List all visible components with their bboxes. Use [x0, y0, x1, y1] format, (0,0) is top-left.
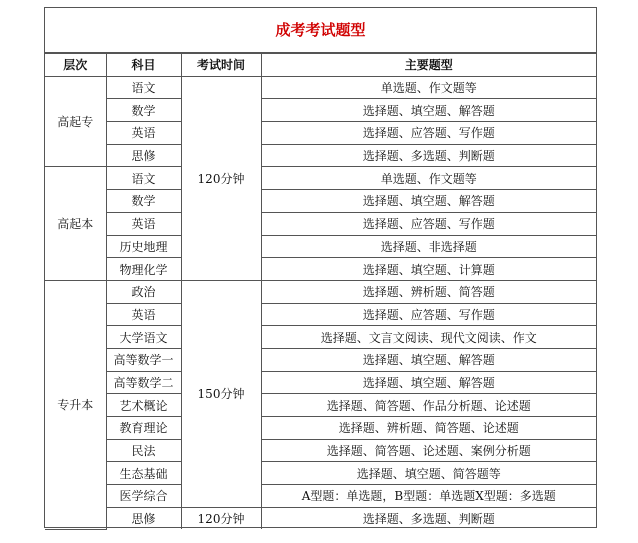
- types-cell: A型题：单选题，B型题：单选题X型题：多选题: [261, 485, 596, 508]
- time-cell: 120分钟: [181, 76, 261, 280]
- types-cell: 选择题、应答题、写作题: [261, 212, 596, 235]
- time-cell: 120分钟: [181, 507, 261, 529]
- level-cell: 高起专: [45, 76, 106, 167]
- table-row: [45, 144, 596, 167]
- table-row: [45, 235, 596, 258]
- subject-cell: 高等数学二: [106, 371, 181, 394]
- types-cell: 选择题、填空题、解答题: [261, 371, 596, 394]
- subject-cell: 民法: [106, 439, 181, 462]
- types-cell: 单选题、作文题等: [261, 167, 596, 190]
- types-cell: 选择题、多选题、判断题: [261, 144, 596, 167]
- types-cell: 选择题、填空题、简答题等: [261, 462, 596, 485]
- table-row: [45, 190, 596, 213]
- table-row: [45, 212, 596, 235]
- subject-cell: 语文: [106, 167, 181, 190]
- table-row: [45, 417, 596, 440]
- table-row: [45, 371, 596, 394]
- types-cell: 选择题、辨析题、简答题、论述题: [261, 417, 596, 440]
- header-subject: 科目: [106, 54, 181, 77]
- types-cell: 选择题、非选择题: [261, 235, 596, 258]
- subject-cell: 语文: [106, 76, 181, 99]
- subject-cell: 教育理论: [106, 417, 181, 440]
- subject-cell: 思修: [106, 144, 181, 167]
- subject-cell: 英语: [106, 212, 181, 235]
- table-row: [45, 326, 596, 349]
- table-row: [45, 348, 596, 371]
- subject-cell: 思修: [106, 507, 181, 529]
- types-cell: 选择题、填空题、计算题: [261, 258, 596, 281]
- table-row: [45, 167, 596, 190]
- types-cell: 选择题、填空题、解答题: [261, 190, 596, 213]
- level-cell: 专升本: [45, 280, 106, 529]
- exam-types-table-container: [44, 7, 597, 528]
- subject-cell: 物理化学: [106, 258, 181, 281]
- subject-cell: 英语: [106, 122, 181, 145]
- table-row: [45, 462, 596, 485]
- subject-cell: 医学综合: [106, 485, 181, 508]
- types-cell: 选择题、应答题、写作题: [261, 122, 596, 145]
- header-types: 主要题型: [261, 54, 596, 77]
- types-cell: 选择题、简答题、论述题、案例分析题: [261, 439, 596, 462]
- exam-types-table: [45, 53, 596, 530]
- header-time: 考试时间: [181, 54, 261, 77]
- table-row: [45, 122, 596, 145]
- subject-cell: 艺术概论: [106, 394, 181, 417]
- subject-cell: 数学: [106, 190, 181, 213]
- table-row: [45, 394, 596, 417]
- subject-cell: 高等数学一: [106, 348, 181, 371]
- table-row: [45, 303, 596, 326]
- time-cell: 150分钟: [181, 280, 261, 507]
- types-cell: 选择题、简答题、作品分析题、论述题: [261, 394, 596, 417]
- table-row: [45, 258, 596, 281]
- table-row: [45, 280, 596, 303]
- types-cell: 选择题、填空题、解答题: [261, 99, 596, 122]
- table-row: [45, 99, 596, 122]
- types-cell: 单选题、作文题等: [261, 76, 596, 99]
- subject-cell: 数学: [106, 99, 181, 122]
- types-cell: 选择题、填空题、解答题: [261, 348, 596, 371]
- subject-cell: 英语: [106, 303, 181, 326]
- level-cell: 高起本: [45, 167, 106, 280]
- subject-cell: 历史地理: [106, 235, 181, 258]
- subject-cell: 政治: [106, 280, 181, 303]
- types-cell: 选择题、多选题、判断题: [261, 507, 596, 529]
- header-level: 层次: [45, 54, 106, 77]
- table-row: [45, 439, 596, 462]
- types-cell: 选择题、应答题、写作题: [261, 303, 596, 326]
- table-row: [45, 485, 596, 508]
- types-cell: 选择题、文言文阅读、现代文阅读、作文: [261, 326, 596, 349]
- subject-cell: 大学语文: [106, 326, 181, 349]
- subject-cell: 生态基础: [106, 462, 181, 485]
- table-row: [45, 507, 596, 529]
- table-row: [45, 76, 596, 99]
- table-title: 成考考试题型: [45, 8, 596, 53]
- types-cell: 选择题、辨析题、简答题: [261, 280, 596, 303]
- header-row: [45, 54, 596, 77]
